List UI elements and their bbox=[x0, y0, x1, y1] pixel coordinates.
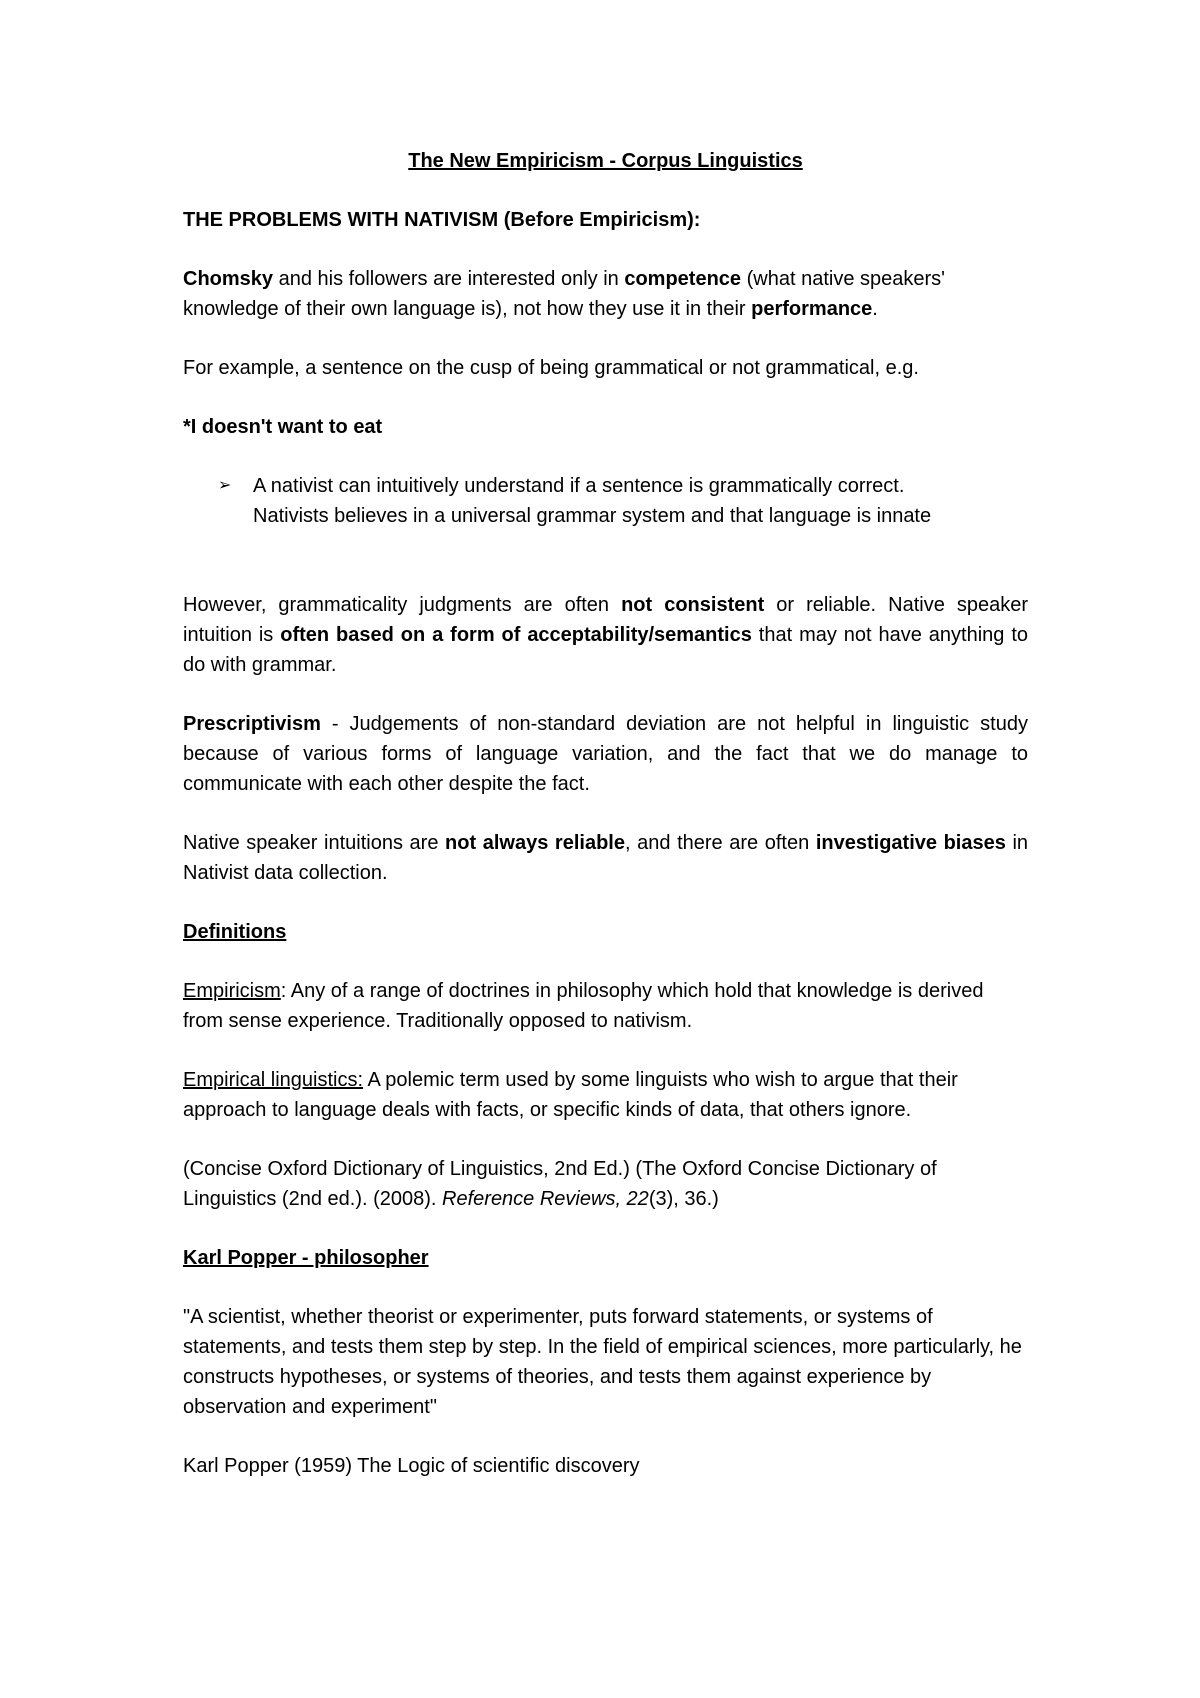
definition-empiricism: Empiricism: Any of a range of doctrines in philosophy which hold that knowledge is derived from sense experience. Traditionally opposed to nativism. bbox=[183, 980, 984, 1032]
bullet-line-1: A nativist can intuitively understand if a sentence is grammatically correct. bbox=[253, 475, 905, 497]
bullet-item-nativist bbox=[183, 471, 1028, 531]
term-not-always-reliable: not always reliable bbox=[445, 832, 625, 854]
citation-journal: Reference Reviews, 22 bbox=[442, 1188, 649, 1210]
example-sentence: *I doesn't want to eat bbox=[183, 416, 383, 438]
popper-heading: Karl Popper - philosopher bbox=[183, 1247, 429, 1269]
definitions-heading: Definitions bbox=[183, 921, 287, 943]
popper-quote: "A scientist, whether theorist or experimenter, puts forward statements, or systems of statements, and tests them step by step. In the field of empirical sciences, more particularly, he constructs hypotheses, or systems of theories, and tests them against experience by observation and experiment" bbox=[183, 1306, 1022, 1418]
paragraph-example-intro: For example, a sentence on the cusp of being grammatical or not grammatical, e.g. bbox=[183, 357, 919, 379]
section-heading-nativism: THE PROBLEMS WITH NATIVISM (Before Empiricism): bbox=[183, 209, 701, 231]
arrowhead-bullet-icon: ➢ bbox=[218, 477, 232, 494]
bullet-line-2: Nativists believes in a universal grammar system and that language is innate bbox=[253, 505, 932, 527]
term-chomsky: Chomsky bbox=[183, 268, 274, 290]
paragraph-competence: Chomsky and his followers are interested only in competence (what native speakers' knowledge of their own language is), not how they use it in their performance. bbox=[183, 268, 945, 320]
term-not-consistent: not consistent bbox=[621, 594, 765, 616]
paragraph-intuitions: Native speaker intuitions are not always reliable, and there are often investigative biases in Nativist data collection. bbox=[183, 832, 1029, 884]
term-empirical-linguistics: Empirical linguistics: bbox=[183, 1069, 364, 1091]
document-title: The New Empiricism - Corpus Linguistics bbox=[408, 150, 803, 172]
document-page bbox=[183, 146, 1028, 1481]
popper-reference: Karl Popper (1959) The Logic of scientific discovery bbox=[183, 1455, 640, 1477]
paragraph-grammaticality: However, grammaticality judgments are often not consistent or reliable. Native speaker intuition is often based on a form of acceptability/semantics that may not have anything to do with grammar. bbox=[183, 594, 1029, 676]
term-competence: competence bbox=[624, 268, 742, 290]
term-investigative-biases: investigative biases bbox=[815, 832, 1006, 854]
term-acceptability: often based on a form of acceptability/semantics bbox=[280, 624, 752, 646]
citation: (Concise Oxford Dictionary of Linguistics, 2nd Ed.) (The Oxford Concise Dictionary of Linguistics (2nd ed.). (2008). Reference Reviews, 22(3), 36.) bbox=[183, 1158, 937, 1210]
term-empiricism: Empiricism bbox=[183, 980, 281, 1002]
paragraph-prescriptivism: Prescriptivism - Judgements of non-standard deviation are not helpful in linguistic study because of various forms of language variation, and the fact that we do manage to communicate with each other despite the fact. bbox=[183, 713, 1028, 795]
term-prescriptivism: Prescriptivism bbox=[183, 713, 321, 735]
definition-empirical-linguistics: Empirical linguistics: A polemic term used by some linguists who wish to argue that their approach to language deals with facts, or specific kinds of data, that others ignore. bbox=[183, 1069, 958, 1121]
term-performance: performance bbox=[751, 298, 873, 320]
